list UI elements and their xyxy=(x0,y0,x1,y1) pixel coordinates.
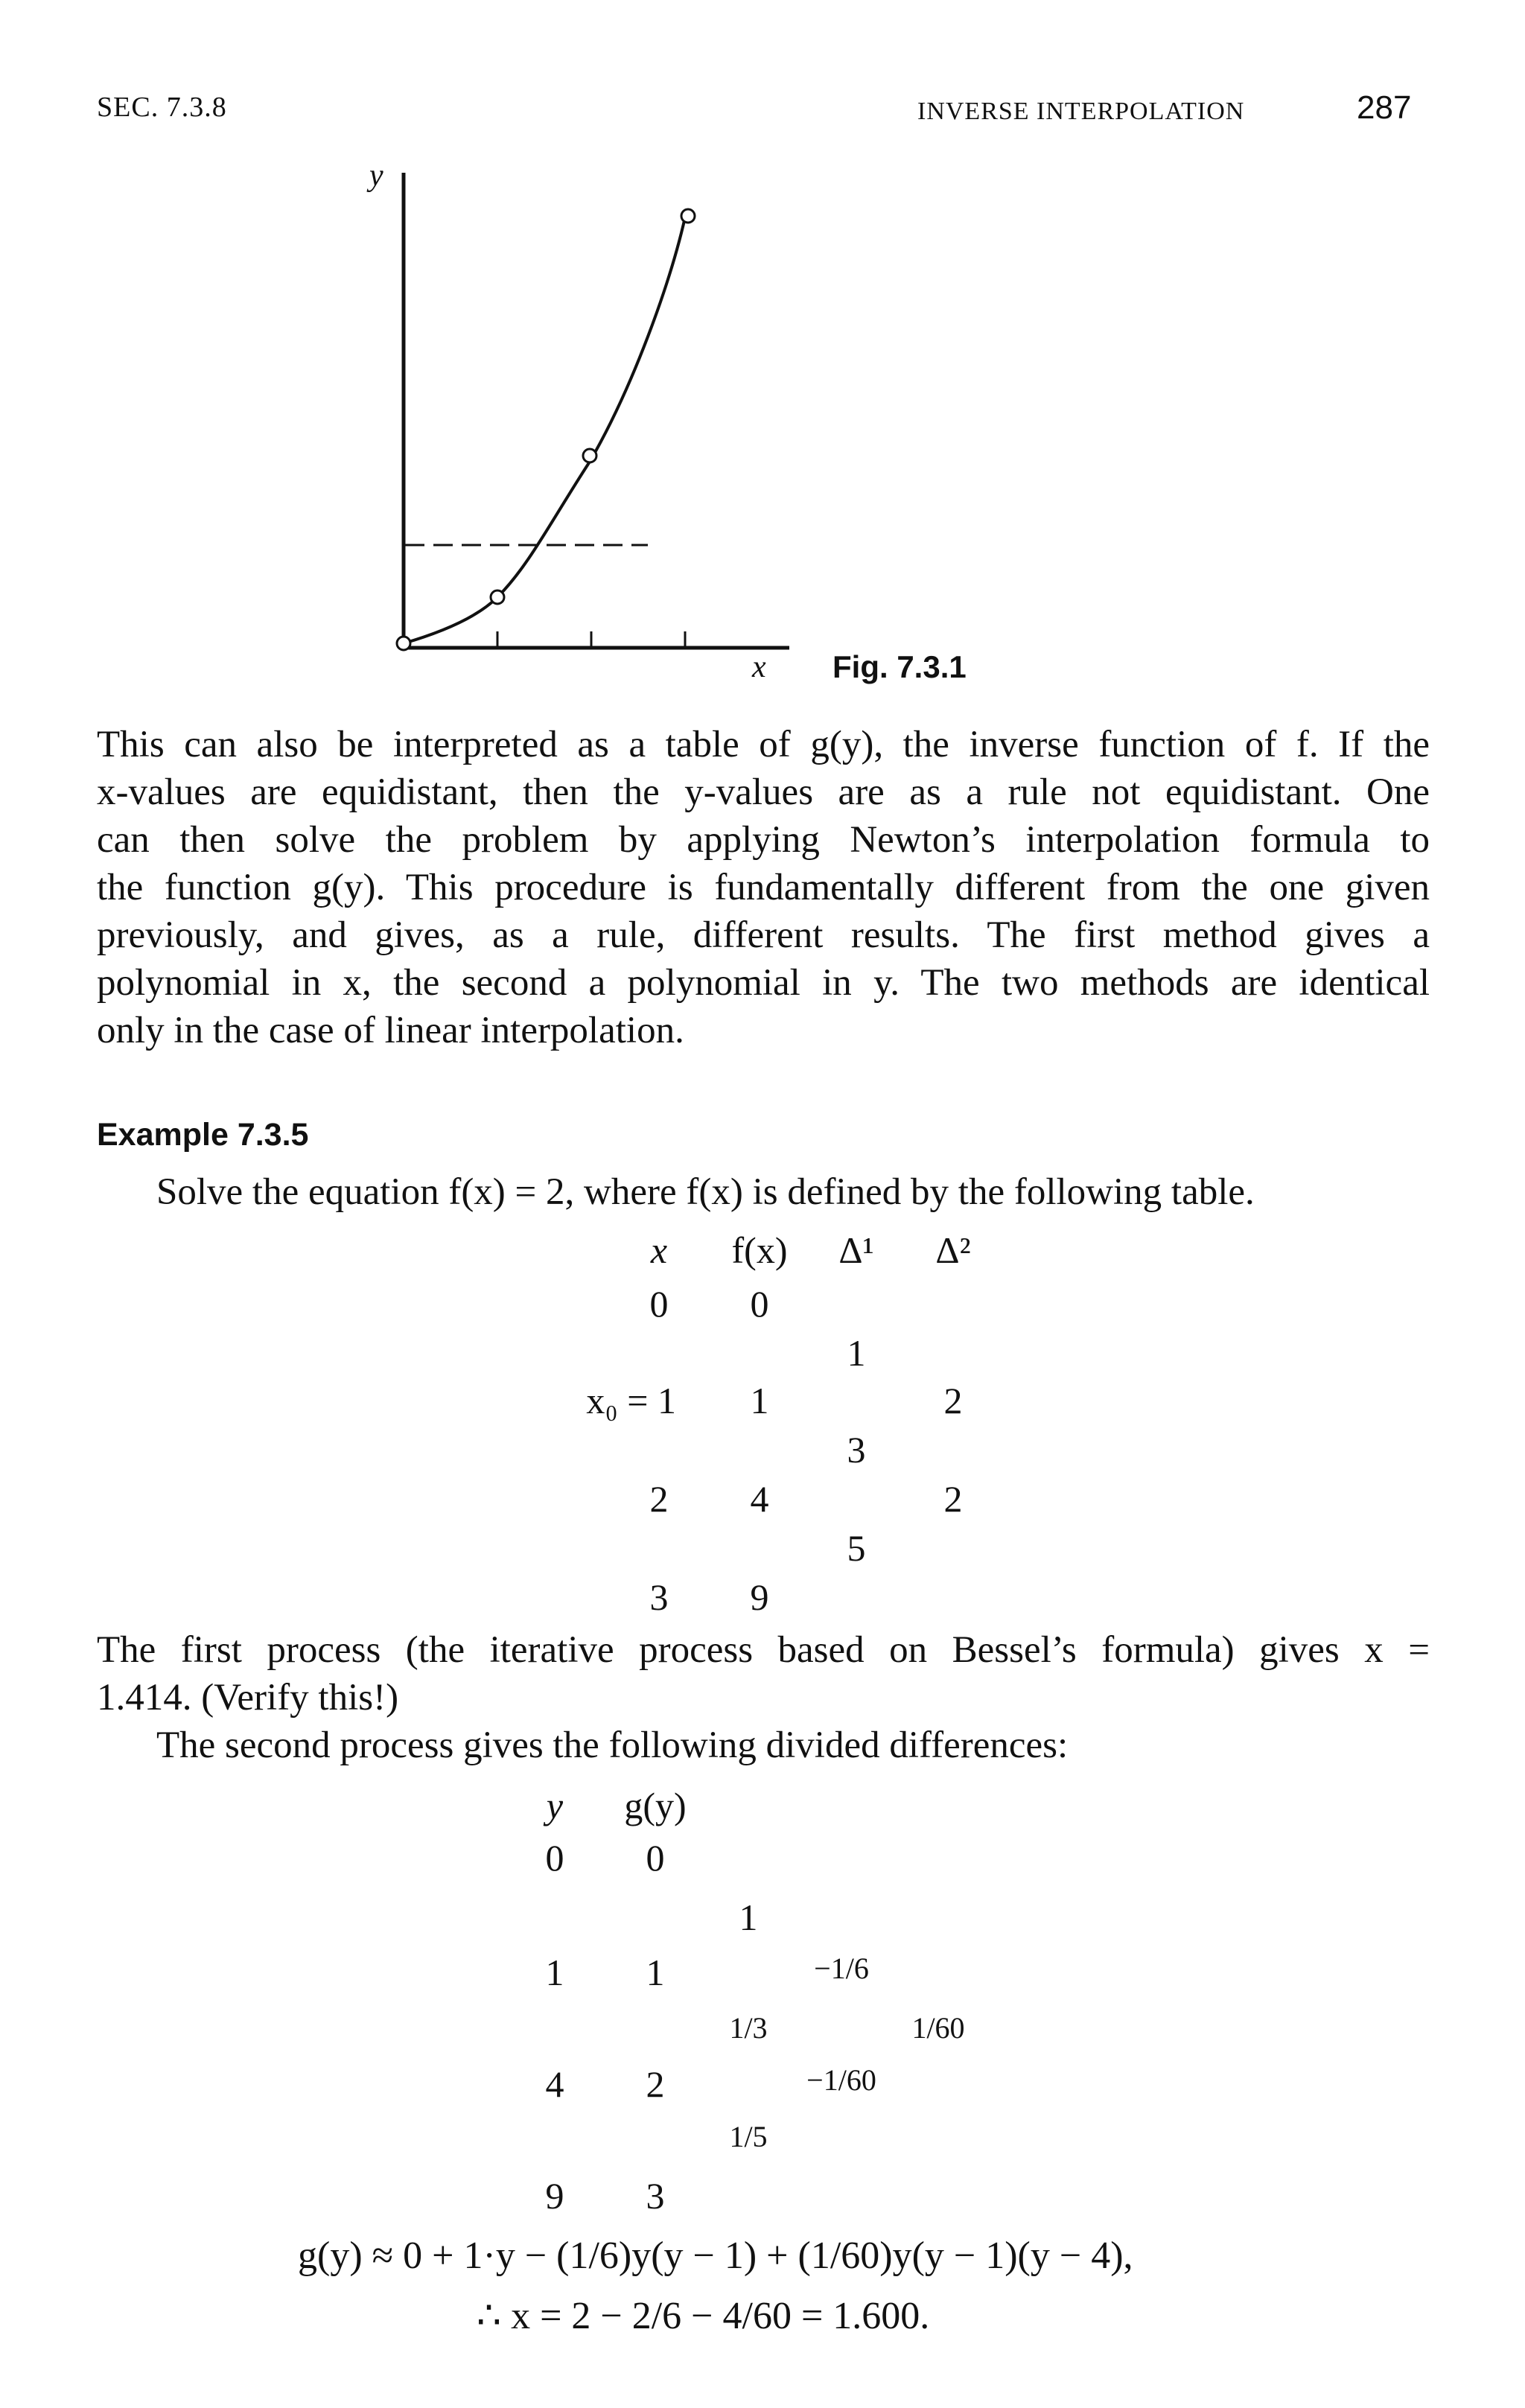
table-header: y xyxy=(546,1785,564,1826)
table-header: Δ¹ xyxy=(838,1229,874,1271)
table-cell: 0 xyxy=(646,1837,665,1879)
text-line: can then solve the problem by applying Newton’s interpolation formula to xyxy=(97,819,1430,861)
table-cell: 1 xyxy=(847,1332,866,1374)
table-cell: 1 xyxy=(750,1380,769,1421)
text-line: 1.414. (Verify this!) xyxy=(97,1677,399,1719)
running-title: INVERSE INTERPOLATION xyxy=(917,98,1245,125)
equation-result: ∴ x = 2 − 2/6 − 4/60 = 1.600. xyxy=(477,2295,930,2337)
table-cell: 2 xyxy=(943,1478,963,1520)
body-paragraph-2 xyxy=(97,1626,1430,1769)
text-line: The second process gives the following divided differences: xyxy=(156,1724,1069,1766)
table-cell: 4 xyxy=(750,1478,769,1520)
text-line: This can also be interpreted as a table of g(y), the inverse function of f. If the xyxy=(97,724,1430,765)
text-line: The first process (the iterative process based on Bessel’s formula) gives x = xyxy=(97,1629,1430,1671)
table-cell: 4 xyxy=(545,2063,564,2105)
table-cell: x₀ = 1 xyxy=(586,1380,676,1421)
table-cell: 0 xyxy=(750,1283,769,1325)
figure-x-label: x xyxy=(752,650,766,684)
table-cell: 0 xyxy=(545,1837,564,1879)
text-line: only in the case of linear interpolation. xyxy=(97,1010,684,1051)
table-cell: −1/6 xyxy=(814,1952,869,1985)
equation-g-approximation: g(y) ≈ 0 + 1·y − (1/6)y(y − 1) + (1/60)y(y − 1)(y − 4), xyxy=(298,2235,1133,2277)
table-cell: 1 xyxy=(646,1952,665,1993)
body-paragraph-1 xyxy=(97,721,1430,1054)
table-cell: 1/60 xyxy=(911,2011,965,2045)
example-title: Example 7.3.5 xyxy=(97,1117,309,1153)
table-cell: 1 xyxy=(545,1952,564,1993)
table-cell: 3 xyxy=(646,2175,665,2217)
table-cell: −1/60 xyxy=(806,2063,876,2097)
figure-graph xyxy=(387,164,804,685)
table-cell: 1 xyxy=(739,1896,758,1938)
table-cell: 9 xyxy=(545,2175,564,2217)
curve xyxy=(404,217,685,643)
data-point xyxy=(491,590,504,604)
table-cell: 2 xyxy=(646,2063,665,2105)
table-header: x xyxy=(650,1229,668,1271)
figure-caption: Fig. 7.3.1 xyxy=(832,649,967,684)
table-cell: 2 xyxy=(649,1478,669,1520)
table-cell: 1/5 xyxy=(729,2120,768,2153)
table-header: f(x) xyxy=(731,1229,788,1271)
table-cell: 3 xyxy=(847,1429,866,1471)
table-cell: 5 xyxy=(847,1527,866,1569)
data-point xyxy=(583,449,596,462)
text-line: previously, and gives, as a rule, different results. The first method gives a xyxy=(97,914,1430,956)
page-number: 287 xyxy=(1357,89,1412,126)
example-statement: Solve the equation f(x) = 2, where f(x) is defined by the following table. xyxy=(156,1171,1255,1213)
table-cell: 9 xyxy=(750,1576,769,1618)
table-cell: 2 xyxy=(943,1380,963,1421)
table-cell: 0 xyxy=(649,1283,669,1325)
section-label: SEC. 7.3.8 xyxy=(97,92,227,123)
text-line: x-values are equidistant, then the y-values are as a rule not equidistant. One xyxy=(97,771,1430,813)
table-header: Δ² xyxy=(935,1229,971,1271)
data-point xyxy=(397,637,410,650)
table-cell: 1/3 xyxy=(729,2011,768,2045)
table-cell: 3 xyxy=(649,1576,669,1618)
data-point xyxy=(681,209,695,223)
figure-y-label: y xyxy=(369,159,383,193)
text-line: the function g(y). This procedure is fundamentally different from the one given xyxy=(97,867,1430,908)
table-header: g(y) xyxy=(624,1785,687,1826)
text-line: polynomial in x, the second a polynomial in y. The two methods are identical xyxy=(97,962,1430,1004)
